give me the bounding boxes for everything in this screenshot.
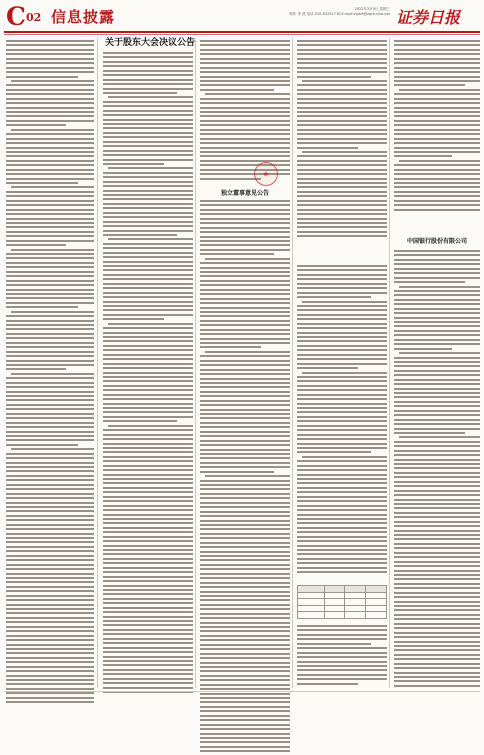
- section-letter: C: [6, 2, 26, 31]
- page-header: [0, 0, 484, 34]
- article-headline: 中国银行股份有限公司: [406, 238, 467, 245]
- header-rule-thin: [4, 34, 480, 35]
- article-headline: 独立董事意见公告: [220, 190, 269, 197]
- article-body: [297, 40, 387, 260]
- column-divider: [389, 38, 390, 688]
- article-body: [6, 40, 94, 706]
- article-body: [200, 40, 290, 180]
- footer-rule: [4, 691, 480, 692]
- article-body: [103, 52, 193, 695]
- article-body: [394, 250, 480, 687]
- company-seal: [254, 162, 278, 186]
- header-date: 2022年3月9日 星期三: [354, 7, 390, 11]
- article-body: [297, 625, 387, 687]
- page-number: 02: [26, 11, 42, 24]
- article-body: [200, 200, 290, 755]
- article-body: [297, 265, 387, 575]
- column-divider: [292, 38, 293, 688]
- header-rule: [4, 31, 480, 33]
- column-divider: [195, 38, 196, 688]
- header-meta: [262, 7, 390, 17]
- section-title: 信息披露: [51, 8, 116, 26]
- data-table: [297, 585, 387, 619]
- article-headline: 关于股东大会决议公告: [105, 38, 196, 48]
- publication-logo: 证券日报: [396, 8, 461, 27]
- column-divider: [97, 38, 98, 688]
- article-body: [394, 40, 480, 230]
- header-contact: 制作 李 波 电话 010-83251716 E-mail:zqrb9@zqrb.sina.net: [289, 12, 390, 16]
